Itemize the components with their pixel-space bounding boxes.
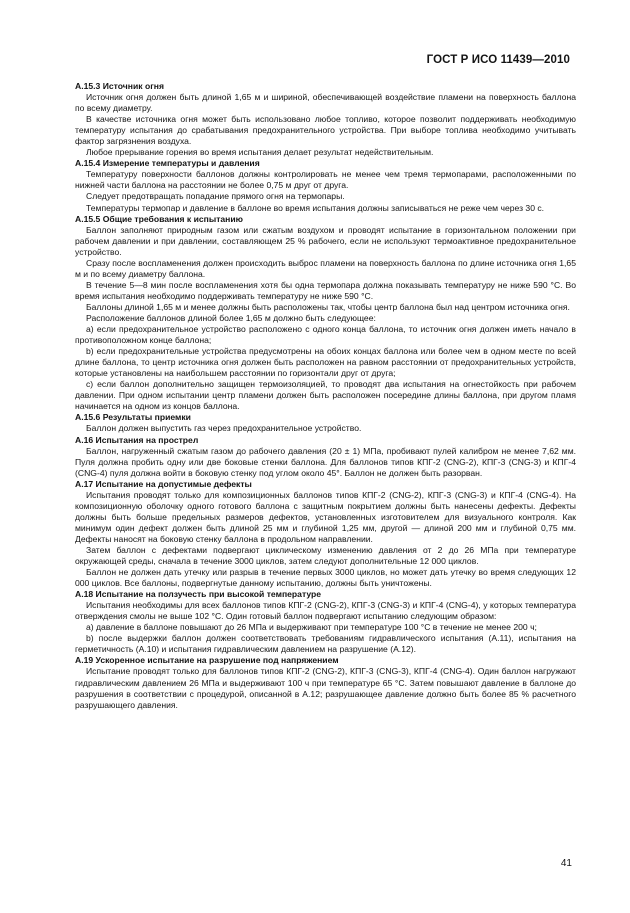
paragraph: В качестве источника огня может быть использовано любое топливо, которое позволит поддерживать необходимую температуру испытания до срабатывания предохранительного устройства. При выборе топлива необходимо учитывать фактор загрязнения воздуха.: [75, 114, 576, 147]
section-heading: А.15.5 Общие требования к испытанию: [75, 213, 243, 224]
paragraph: b) если предохранительные устройства предусмотрены на обоих концах баллона или более чем в одном месте по всей длине баллона, то центр источника огня должен быть расположен на равном расстоянии от предохранительных устройств, которые установлены на наибольшем расстоянии по горизонтали друг от друга;: [75, 346, 576, 379]
section-heading: А.19 Ускоренное испытание на разрушение под напряжением: [75, 655, 339, 666]
paragraph: Температуру поверхности баллонов должны контролировать не менее чем тремя термопарами, расположенными по нижней части баллона на расстоянии не более 0,75 м друг от друга.: [75, 169, 576, 191]
paragraph: Любое прерывание горения во время испытания делает результат недействительным.: [86, 147, 434, 158]
document-body: [75, 81, 576, 711]
paragraph: Следует предотвращать попадание прямого огня на термопары.: [86, 191, 345, 202]
paragraph: Источник огня должен быть длиной 1,65 м и шириной, обеспечивающей воздействие пламени на поверхность баллона по всему диаметру.: [75, 92, 576, 114]
section-heading: А.15.6 Результаты приемки: [75, 412, 191, 423]
document-header-standard: ГОСТ Р ИСО 11439—2010: [426, 54, 570, 66]
paragraph: Испытания необходимы для всех баллонов типов КПГ-2 (CNG-2), КПГ-3 (CNG-3) и КПГ-4 (CNG-4), у которых температура отверждения смолы не выше 102 °С. Один готовый баллон подвергают испытанию следующим образом:: [75, 600, 576, 622]
section-heading: А.15.3 Источник огня: [75, 81, 164, 91]
section-heading: А.16 Испытания на прострел: [75, 434, 199, 445]
section-heading: А.18 Испытание на ползучесть при высокой температуре: [75, 589, 322, 600]
paragraph: Испытания проводят только для композиционных баллонов типов КПГ-2 (CNG-2), КПГ-3 (CNG-3) и КПГ-4 (CNG-4). На композиционную оболочку одного готового баллона с защитным покрытием должны быть нанесены дефекты. Дефекты должны быть больше предельных размеров дефектов, установленных изготовителем для визуального контроля. Как минимум один дефект должен быть длиной 25 мм и глубиной 1,25 мм, другой — длиной 200 мм и глубиной 0,75 мм. Дефекты наносят на боковую стенку баллона в продольном направлении.: [75, 489, 576, 544]
paragraph: Баллон не должен дать утечку или разрыв в течение первых 3000 циклов, но может дать утечку во время следующих 12 000 циклов. Все баллоны, подвергнутые данному испытанию, должны быть уничтожены.: [75, 567, 576, 589]
paragraph: Баллон должен выпустить газ через предохранительное устройство.: [86, 423, 362, 434]
paragraph: Баллоны длиной 1,65 м и менее должны быть расположены так, чтобы центр баллона был над центром источника огня.: [86, 301, 570, 312]
paragraph: Сразу после воспламенения должен происходить выброс пламени на поверхность баллона по длине источника огня 1,65 м и по всему диаметру баллона.: [75, 257, 576, 279]
paragraph: а) если предохранительное устройство расположено с одного конца баллона, то источник огня должен иметь начало в противоположном конце баллона;: [75, 324, 576, 346]
paragraph: Затем баллон с дефектами подвергают циклическому изменению давления от 2 до 26 МПа при температуре окружающей среды, сначала в течение 3000 циклов, затем следуют дополнительные 12 000 циклов.: [75, 544, 576, 567]
section-heading: А.15.4 Измерение температуры и давления: [75, 158, 260, 169]
paragraph: b) после выдержки баллон должен соответствовать требованиям гидравлического испытания (А.11), испытания на герметичность (А.10) и испытания гидравлическим давлением на разрушение (А.12).: [75, 633, 576, 655]
paragraph: В течение 5—8 мин после воспламенения хотя бы одна термопара должна показывать температуру не ниже 590 °С. Во время испытания необходимо поддерживать температуру не ниже 590 °С.: [75, 279, 576, 301]
paragraph: а) давление в баллоне повышают до 26 МПа и выдерживают при температуре 100 °С в течение не менее 200 ч;: [86, 622, 537, 633]
paragraph: Баллон, нагруженный сжатым газом до рабочего давления (20 ± 1) МПа, пробивают пулей калибром не менее 7,62 мм. Пуля должна пробить одну или две боковые стенки баллона. Для баллонов типов КПГ-2 (CNG-2), КПГ-3 (CNG-3) и КПГ-4 (CNG-4) пуля должна войти в боковую стенку под углом около 45°. Баллон не должен быть разорван.: [75, 445, 576, 478]
paragraph: Баллон заполняют природным газом или сжатым воздухом и проводят испытание в горизонтальном положении при рабочем давлении и при давлении, составляющем 25 % рабочего, если не используют термоактивное предохранительное устройство.: [75, 224, 576, 257]
paragraph: с) если баллон дополнительно защищен термоизоляцией, то проводят два испытания на огнестойкость при рабочем давлении. При одном испытании центр пламени должен быть расположен посередине длины баллона, при другом пламя начинается на одном из концов баллона.: [75, 379, 576, 412]
paragraph: Расположение баллонов длиной более 1,65 м должно быть следующее:: [86, 312, 376, 323]
paragraph: Испытание проводят только для баллонов типов КПГ-2 (CNG-2), КПГ-3 (CNG-3), КПГ-4 (CNG-4). Один баллон нагружают гидравлическим давлением 26 МПа и выдерживают 100 ч при температуре 65 °С. Затем повышают давление в баллоне до разрушения в соответствии с процедурой, описанной в А.12; разрушающее давление должно быть более 85 % расчетного разрушающего давления.: [75, 666, 576, 710]
page-number: 41: [560, 858, 572, 869]
paragraph: Температуры термопар и давление в баллоне во время испытания должны записываться не реже чем через 30 с.: [86, 202, 545, 213]
section-heading: А.17 Испытание на допустимые дефекты: [75, 478, 252, 489]
